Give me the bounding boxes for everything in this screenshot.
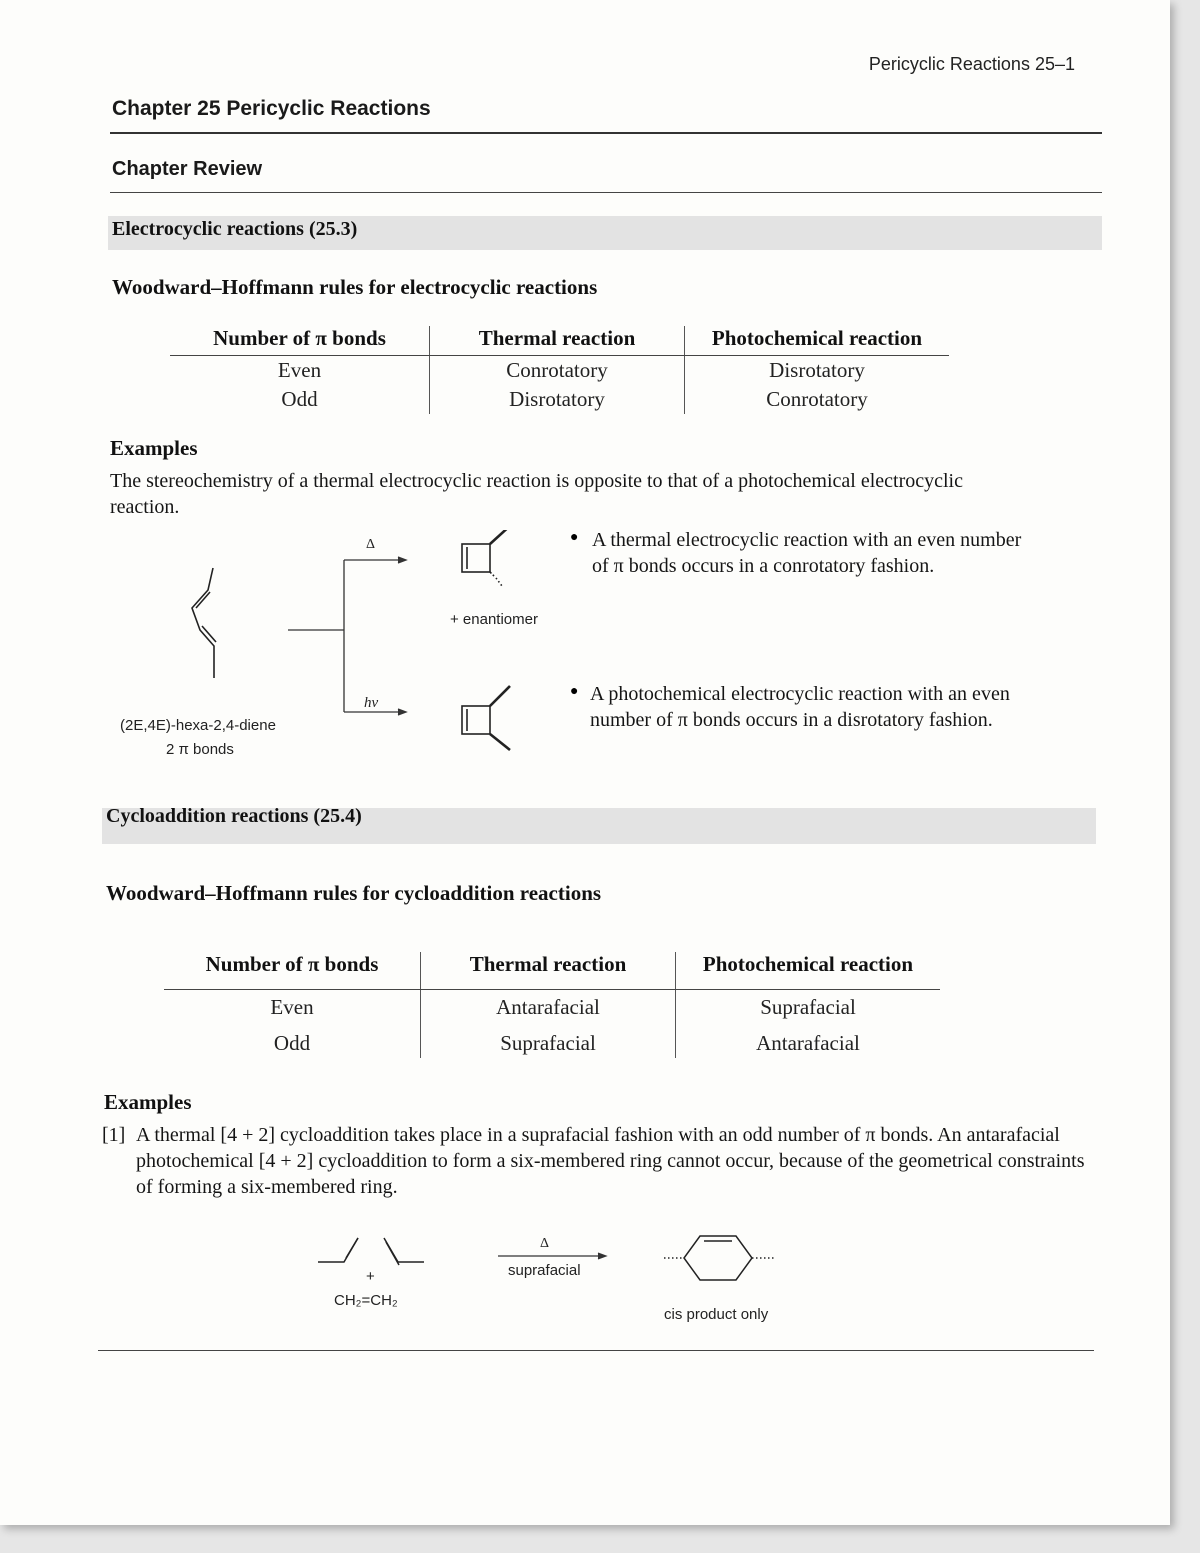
running-head: Pericyclic Reactions 25–1 [868,54,1075,74]
ethylene-label: CH₂=CH₂ [334,1292,398,1309]
examples-label-electrocyclic: Examples [110,436,198,460]
bottom-rule [98,1350,1094,1351]
cell: Disrotatory [685,356,950,386]
plus-sign: + [366,1268,375,1285]
butadiene-structure [318,1238,424,1265]
chapter-title: Chapter 25 Pericyclic Reactions [112,97,431,120]
header-thermal: Thermal reaction [421,952,676,990]
cycloaddition-rules-table [164,952,940,1058]
cell: Odd [273,1031,311,1055]
bullet-icon: ● [570,530,579,545]
delta-label: Δ [366,537,376,552]
examples-label-cycloaddition: Examples [104,1090,192,1114]
enantiomer-label: + enantiomer [450,611,538,628]
cell: Antarafacial [421,990,676,1023]
suprafacial-label: suprafacial [508,1262,581,1279]
table-row [170,356,949,386]
cell: Antarafacial [676,1022,941,1058]
cyclobutene-trans-structure [462,530,512,586]
cell: Conrotatory [430,356,685,386]
hexadiene-structure [192,568,216,678]
chapter-review-rule [110,192,1102,193]
table-row [170,385,949,414]
cell: Even [277,358,322,382]
cyclobutene-cis-structure [462,686,510,750]
cell: Even [270,995,314,1019]
header-pi-bonds: Number of π bonds [170,326,430,356]
bullet-icon: ● [570,684,579,699]
cis-product-label: cis product only [664,1306,769,1323]
electrocyclic-rules-table [170,326,949,414]
header-pi-bonds: Number of π bonds [164,952,421,990]
cyclohexene-structure [664,1236,774,1280]
reaction-arrows [288,557,406,715]
cell: Suprafacial [421,1022,676,1058]
rules-title-electrocyclic: Woodward–Hoffmann rules for electrocyclic reactions [112,275,598,299]
reactant-name: (2E,4E)-hexa-2,4-diene [120,717,276,734]
chapter-review-heading: Chapter Review [112,158,263,180]
cell: Conrotatory [685,385,950,414]
examples-intro: The stereochemistry of a thermal electrocyclic reaction is opposite to that of a photochemical electrocyclic reaction. [110,470,963,518]
table-row [164,990,940,1023]
bullet-thermal: A thermal electrocyclic reaction with an even number of π bonds occurs in a conrotatory fashion. [592,529,1022,577]
hv-label: hv [364,695,379,711]
delta-label: Δ [540,1236,550,1251]
section-title-cycloaddition: Cycloaddition reactions (25.4) [106,805,362,827]
reaction-arrow [498,1253,606,1259]
table-header-row [164,952,940,990]
cell: Odd [281,387,318,411]
header-thermal: Thermal reaction [430,326,685,356]
electrocyclic-scheme [110,530,570,770]
bullet-photochemical: A photochemical electrocyclic reaction with an even number of π bonds occurs in a disrotatory fashion. [590,683,1010,731]
header-photochemical: Photochemical reaction [676,952,941,990]
cell: Suprafacial [676,990,941,1023]
table-row [164,1022,940,1058]
rules-title-cycloaddition: Woodward–Hoffmann rules for cycloaddition reactions [106,881,602,905]
cell: Disrotatory [430,385,685,414]
section-title-electrocyclic: Electrocyclic reactions (25.3) [112,218,358,240]
reactant-pi-bonds: 2 π bonds [166,741,234,758]
example-1-text: A thermal [4 + 2] cycloaddition takes place in a suprafacial fashion with an odd number of π bonds. An antarafacial photochemical [4 + 2] cycloaddition to form a six-membered ring cannot occur, because of the geometrical constraints of forming a six-membered ring. [136,1124,1085,1198]
example-1-marker: [1] [102,1124,126,1146]
table-header-row [170,326,949,356]
chapter-title-rule [110,132,1102,134]
header-photochemical: Photochemical reaction [685,326,950,356]
